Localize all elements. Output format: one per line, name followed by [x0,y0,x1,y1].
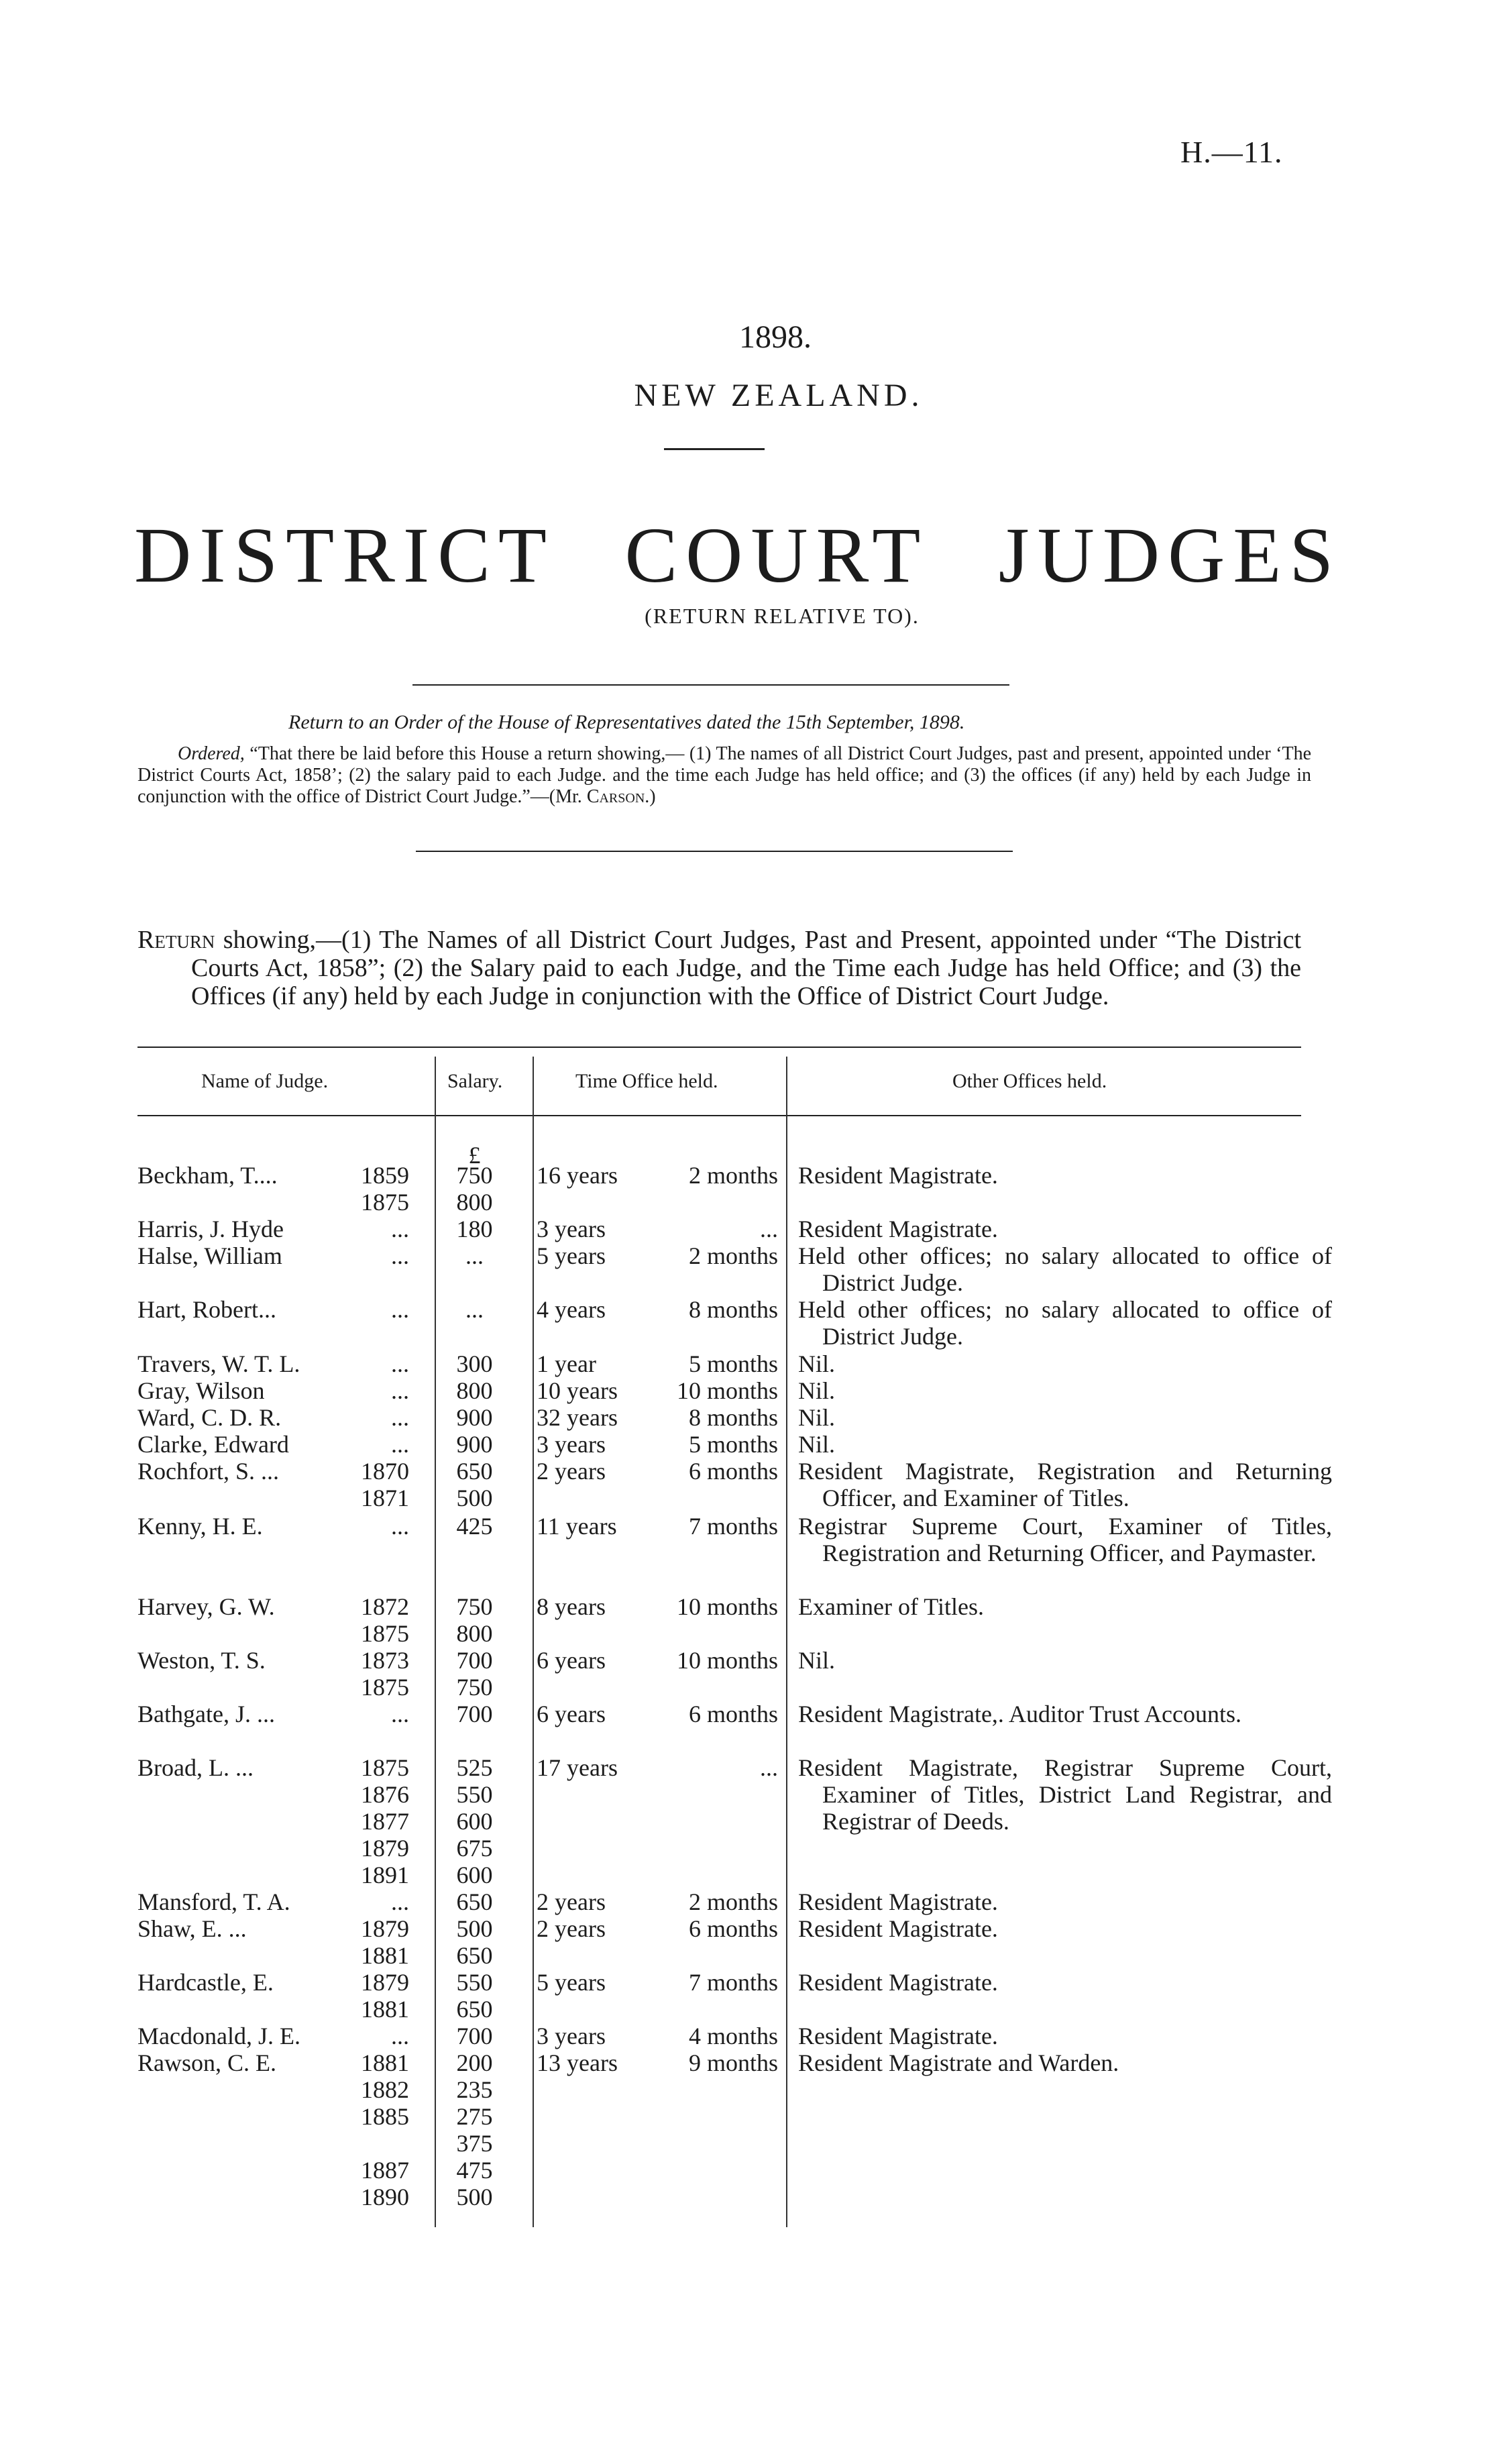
judge-name: Kenny, H. E. [137,1513,263,1540]
other-offices: Nil. [798,1377,836,1404]
return-lead: Return [137,926,215,954]
time-months: 6 months [688,1458,778,1485]
time-months: 7 months [688,1969,778,1996]
other-offices: Resident Magistrate and Warden. [798,2049,1119,2076]
appointment-year: 1875 [361,1674,409,1701]
judge-name: Bathgate, J. ... [137,1701,275,1727]
time-years: 11 years [537,1513,617,1540]
salary-value: 300 [456,1350,493,1377]
order-body: “That there be laid before this House a return showing,— (1) The names of all District Court Judges, past and present, appointed under ‘The District Courts Act, 1858’; (2) the salary paid to each Judge. and the time each Judge has held office; and (3) the offices (if any) held by each Judge in conjunction with the office of District Court Judge.”—(Mr. [137,743,1311,807]
other-offices: Nil. [798,1647,836,1674]
appointment-year: 1877 [361,1808,409,1835]
appointment-year: ... [391,1377,409,1404]
salary-value: 750 [456,1593,493,1620]
salary-value: 475 [456,2157,493,2184]
order-text [137,743,1311,808]
judge-name: Harris, J. Hyde [137,1216,284,1242]
time-months: 2 months [688,1242,778,1269]
salary-value: ... [465,1242,484,1269]
salary-value: 800 [456,1189,493,1216]
appointment-year: 1890 [361,2184,409,2210]
return-body: showing,—(1) The Names of all District Court Judges, Past and Present, appointed under “The District Courts Act, 1858”; (2) the Salary paid to each Judge, and the Time each Judge has held Office; and (3) the Offices (if any) held by each Judge in conjunction with the Office of District Court Judge. [191,926,1302,1010]
other-offices: Resident Magistrate, Registration and Returning Officer, and Examiner of Titles. [798,1458,1332,1511]
time-years: 2 years [537,1888,606,1915]
other-offices: Resident Magistrate. [798,2023,998,2049]
time-months: 6 months [688,1701,778,1727]
country-heading: NEW ZEALAND. [634,378,924,413]
time-months: 2 months [688,1162,778,1189]
judge-name: Mansford, T. A. [137,1888,290,1915]
other-offices: Resident Magistrate. [798,1915,998,1942]
judge-name: Beckham, T.... [137,1162,278,1189]
time-months: 10 months [676,1377,778,1404]
appointment-year: ... [391,2023,409,2049]
other-offices: Registrar Supreme Court, Examiner of Titles, Registration and Returning Officer, and Paymaster. [798,1513,1332,1566]
salary-value: 550 [456,1969,493,1996]
table-top-rule [137,1047,1301,1048]
appointment-year: 1873 [361,1647,409,1674]
salary-value: 900 [456,1431,493,1458]
salary-value: 650 [456,1888,493,1915]
appointment-year: 1872 [361,1593,409,1620]
time-years: 8 years [537,1593,606,1620]
appointment-year: 1876 [361,1781,409,1808]
page-subtitle: (RETURN RELATIVE TO). [645,604,920,628]
time-months: 8 months [688,1296,778,1323]
time-months: 7 months [688,1513,778,1540]
time-years: 13 years [537,2049,618,2076]
salary-value: 550 [456,1781,493,1808]
time-months: 5 months [688,1350,778,1377]
time-years: 6 years [537,1647,606,1674]
appointment-year: 1875 [361,1189,409,1216]
other-offices: Nil. [798,1350,836,1377]
time-years: 3 years [537,1431,606,1458]
time-years: 3 years [537,1216,606,1242]
appointment-year: 1881 [361,1942,409,1969]
time-years: 5 years [537,1242,606,1269]
salary-value: 600 [456,1862,493,1888]
appointment-year: 1879 [361,1969,409,1996]
other-offices: Resident Magistrate, Registrar Supreme Court, Examiner of Titles, District Land Registrar, and Registrar of Deeds. [798,1754,1332,1835]
time-months: 2 months [688,1888,778,1915]
salary-value: 275 [456,2103,493,2130]
time-years: 1 year [537,1350,596,1377]
judge-name: Harvey, G. W. [137,1593,275,1620]
appointment-year: ... [391,1513,409,1540]
order-reference: Return to an Order of the House of Representatives dated the 15th September, 1898. [288,711,965,733]
time-years: 17 years [537,1754,618,1781]
appointment-year: 1887 [361,2157,409,2184]
salary-value: 700 [456,2023,493,2049]
salary-value: 650 [456,1458,493,1485]
header-name: Name of Judge. [201,1070,329,1092]
order-mover: Carson [586,786,645,807]
order-lead: Ordered, [178,743,245,764]
appointment-year: 1870 [361,1458,409,1485]
header-other: Other Offices held. [952,1070,1107,1092]
other-offices: Held other offices; no salary allocated to office of District Judge. [798,1296,1332,1350]
other-offices: Resident Magistrate. [798,1162,998,1189]
return-heading [137,926,1301,1010]
time-years: 10 years [537,1377,618,1404]
time-months: 4 months [688,2023,778,2049]
salary-value: 180 [456,1216,493,1242]
column-divider-3 [786,1057,787,2227]
appointment-year: ... [391,1350,409,1377]
time-months: 8 months [688,1404,778,1431]
time-years: 32 years [537,1404,618,1431]
salary-value: 800 [456,1620,493,1647]
appointment-year: ... [391,1242,409,1269]
salary-value: 700 [456,1647,493,1674]
judge-name: Travers, W. T. L. [137,1350,300,1377]
time-years: 16 years [537,1162,618,1189]
order-top-rule [412,684,1009,686]
time-years: 6 years [537,1701,606,1727]
salary-value: 500 [456,2184,493,2210]
header-time: Time Office held. [575,1070,718,1092]
salary-value: 600 [456,1808,493,1835]
salary-value: 500 [456,1915,493,1942]
table-header-rule [137,1115,1301,1116]
salary-value: ... [465,1296,484,1323]
other-offices: Resident Magistrate. [798,1216,998,1242]
time-months: 6 months [688,1915,778,1942]
appointment-year: ... [391,1216,409,1242]
appointment-year: 1885 [361,2103,409,2130]
salary-value: 525 [456,1754,493,1781]
time-years: 2 years [537,1915,606,1942]
time-months: 10 months [676,1647,778,1674]
salary-value: 800 [456,1377,493,1404]
salary-value: 750 [456,1162,493,1189]
time-months: ... [760,1754,778,1781]
time-months: 9 months [688,2049,778,2076]
time-years: 2 years [537,1458,606,1485]
appointment-year: 1879 [361,1835,409,1862]
appointment-year: 1875 [361,1754,409,1781]
short-divider [664,448,765,450]
judge-name: Rochfort, S. ... [137,1458,279,1485]
title-word-1: DISTRICT [134,511,555,599]
appointment-year: 1881 [361,2049,409,2076]
appointment-year: ... [391,1296,409,1323]
other-offices: Resident Magistrate. [798,1969,998,1996]
appointment-year: ... [391,1404,409,1431]
order-bottom-rule [416,851,1013,852]
page-identifier: H.—11. [1180,135,1283,169]
salary-value: 375 [456,2130,493,2157]
other-offices: Resident Magistrate. [798,1888,998,1915]
salary-value: 750 [456,1674,493,1701]
order-close: .) [645,786,656,807]
salary-value: 235 [456,2076,493,2103]
other-offices: Resident Magistrate,. Auditor Trust Accounts. [798,1701,1241,1727]
salary-value: 650 [456,1996,493,2023]
time-years: 5 years [537,1969,606,1996]
judge-name: Hart, Robert... [137,1296,276,1323]
salary-value: 700 [456,1701,493,1727]
document-year: 1898. [739,319,812,355]
judge-name: Rawson, C. E. [137,2049,276,2076]
time-years: 3 years [537,2023,606,2049]
appointment-year: 1879 [361,1915,409,1942]
salary-value: 650 [456,1942,493,1969]
currency-symbol: £ [468,1142,481,1169]
salary-value: 425 [456,1513,493,1540]
judge-name: Halse, William [137,1242,282,1269]
appointment-year: 1881 [361,1996,409,2023]
title-word-3: JUDGES [998,511,1341,599]
header-salary: Salary. [447,1070,503,1092]
time-months: 5 months [688,1431,778,1458]
judge-name: Hardcastle, E. [137,1969,274,1996]
judge-name: Clarke, Edward [137,1431,289,1458]
salary-value: 200 [456,2049,493,2076]
judge-name: Weston, T. S. [137,1647,266,1674]
other-offices: Held other offices; no salary allocated to office of District Judge. [798,1242,1332,1296]
salary-value: 675 [456,1835,493,1862]
appointment-year: 1871 [361,1485,409,1511]
appointment-year: ... [391,1888,409,1915]
judge-name: Shaw, E. ... [137,1915,247,1942]
other-offices: Examiner of Titles. [798,1593,984,1620]
judge-name: Ward, C. D. R. [137,1404,282,1431]
appointment-year: 1882 [361,2076,409,2103]
appointment-year: 1859 [361,1162,409,1189]
time-months: 10 months [676,1593,778,1620]
judge-name: Macdonald, J. E. [137,2023,300,2049]
judge-name: Broad, L. ... [137,1754,254,1781]
title-word-2: COURT [624,511,929,599]
other-offices: Nil. [798,1404,836,1431]
page-title [134,510,1341,601]
appointment-year: ... [391,1431,409,1458]
appointment-year: 1891 [361,1862,409,1888]
salary-value: 500 [456,1485,493,1511]
time-months: ... [760,1216,778,1242]
salary-value: 900 [456,1404,493,1431]
appointment-year: 1875 [361,1620,409,1647]
other-offices: Nil. [798,1431,836,1458]
appointment-year: ... [391,1701,409,1727]
time-years: 4 years [537,1296,606,1323]
judge-name: Gray, Wilson [137,1377,265,1404]
